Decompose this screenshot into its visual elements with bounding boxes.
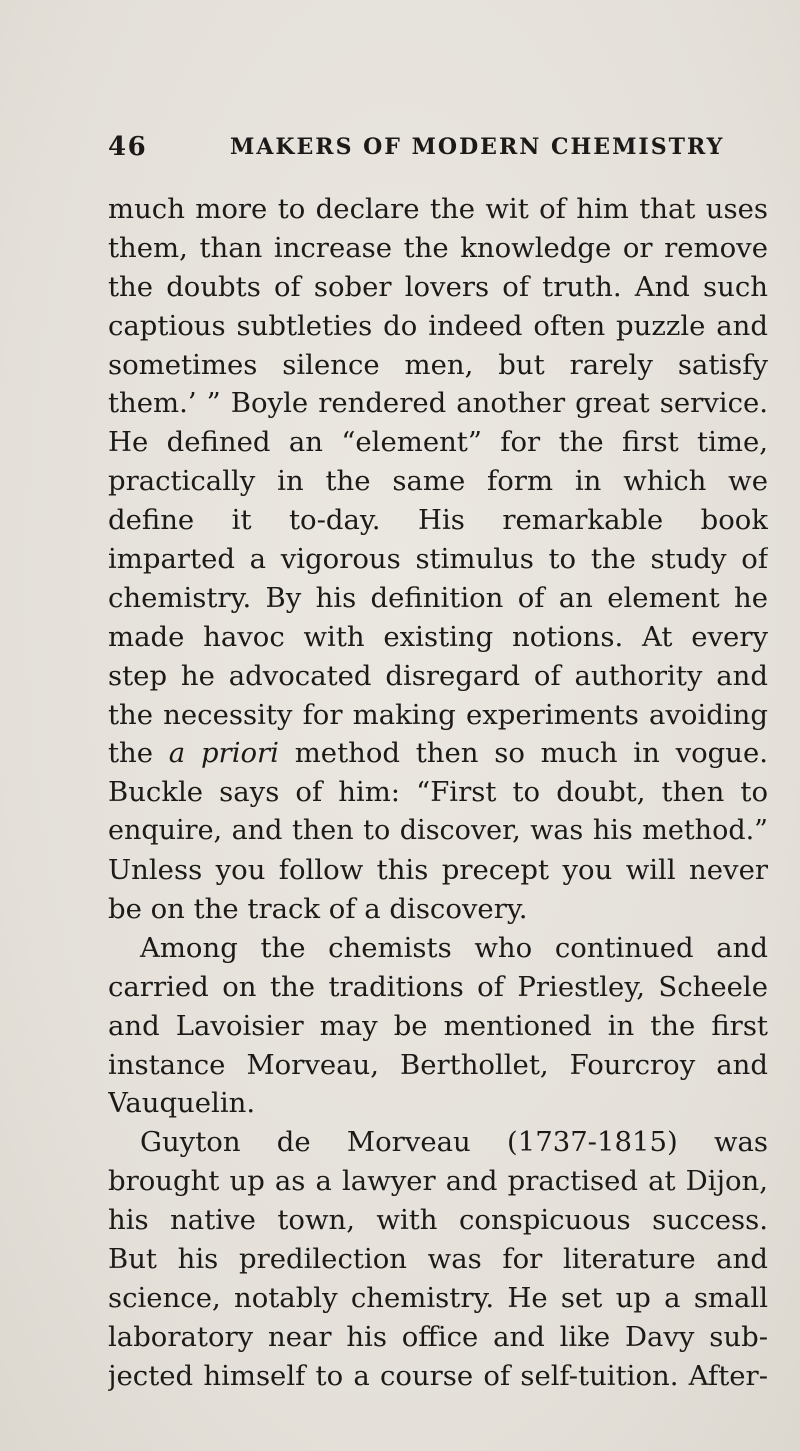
text-line: laboratory near his office and like Davy sub- <box>108 1320 768 1353</box>
text-line: and Lavoisier may be mentioned in the first <box>108 1009 768 1042</box>
text-line: sometimes silence men, but rarely satisfy <box>108 348 768 381</box>
text-line: be on the track of a discovery. <box>108 893 528 926</box>
body-text <box>108 190 768 1396</box>
text-line: brought up as a lawyer and practised at Dijon, <box>108 1165 768 1198</box>
text-line: much more to declare the wit of him that uses <box>108 193 768 225</box>
text-line: He defined an “element” for the first time, <box>108 426 768 459</box>
text-line: Unless you follow this precept you will never <box>108 854 768 887</box>
text-line: instance Morveau, Berthollet, Fourcroy and <box>108 1048 768 1081</box>
text-line: them, than increase the knowledge or remove <box>108 231 768 264</box>
page-number: 46 <box>108 132 148 162</box>
text-line: the a priori method then so much in vogue. <box>108 737 768 770</box>
text-line: them.’ ” Boyle rendered another great service. <box>108 387 768 420</box>
text-line: imparted a vigorous stimulus to the study of <box>108 543 768 576</box>
text-line: science, notably chemistry. He set up a small <box>108 1281 768 1314</box>
running-title: MAKERS OF MODERN CHEMISTRY <box>230 134 725 160</box>
text-line: jected himself to a course of self-tuition. After- <box>108 1359 768 1392</box>
text-line: his native town, with conspicuous success. <box>108 1204 768 1237</box>
text-line: chemistry. By his definition of an element he <box>108 581 768 614</box>
running-head <box>108 132 768 172</box>
text-line: carried on the traditions of Priestley, Scheele <box>108 970 768 1003</box>
text-line: step he advocated disregard of authority and <box>108 659 768 692</box>
text-line: Among the chemists who continued and <box>140 931 768 964</box>
text-line: practically in the same form in which we <box>108 465 768 498</box>
text-line: define it to-day. His remarkable book <box>108 504 768 537</box>
text-line: Vauquelin. <box>108 1087 256 1120</box>
text-line: enquire, and then to discover, was his method.” <box>108 815 768 847</box>
text-line: Guyton de Morveau (1737-1815) was <box>140 1126 768 1159</box>
text-line: captious subtleties do indeed often puzzle and <box>108 309 768 342</box>
text-line: the doubts of sober lovers of truth. And such <box>108 270 768 303</box>
italic-phrase: a priori <box>168 737 279 770</box>
text-line: made havoc with existing notions. At every <box>108 620 768 653</box>
text-line: the necessity for making experiments avoiding <box>108 698 768 731</box>
text-line: But his predilection was for literature and <box>108 1243 768 1276</box>
text-line: Buckle says of him: “First to doubt, then to <box>108 776 768 809</box>
